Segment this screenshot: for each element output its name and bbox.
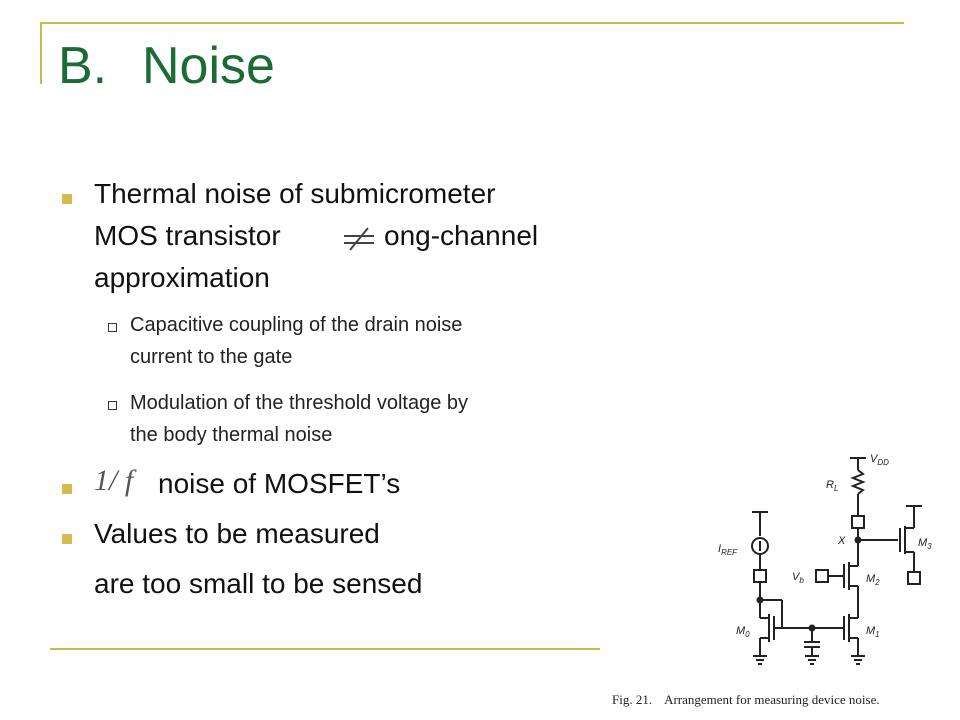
sub-bullet-text: current to the gate (130, 346, 293, 368)
m1-label: $M_1$ (866, 625, 880, 639)
bullet-text: MOS transistor (94, 220, 281, 251)
m3-label: $M_3$ (918, 537, 932, 551)
bullet-text: Thermal noise of submicrometer (94, 178, 496, 209)
figure-caption (612, 692, 880, 708)
sub-bullet-text: the body thermal noise (130, 424, 333, 446)
node-pad-x (852, 516, 864, 528)
ground-symbol (851, 656, 865, 664)
bottom-rule (50, 648, 600, 650)
figure-caption-text: Arrangement for measuring device noise. (664, 692, 880, 707)
node-pad-iref (754, 570, 766, 582)
bullet-marker (62, 484, 72, 494)
bullet-text: ong-channel (384, 220, 539, 251)
sub-bullet-text: Modulation of the threshold voltage by (130, 392, 468, 414)
m2-label: $M_2$ (866, 573, 880, 587)
rl-label: $R_L$ (826, 479, 839, 493)
ground-symbol (753, 656, 767, 664)
node-pad-vb (816, 570, 828, 582)
vb-label: $V_b$ (792, 571, 804, 585)
bullet-text: are too small to be sensed (94, 568, 423, 599)
bullet-marker (62, 534, 72, 544)
m0-label: $M_0$ (736, 625, 750, 639)
title-number: B. (58, 37, 108, 95)
bullet-text: approximation (94, 262, 270, 293)
load-resistor (853, 470, 863, 494)
junction-x (856, 538, 861, 543)
one-over-f-formula: 1/ f (94, 464, 134, 497)
frame-left-rule (40, 22, 42, 84)
not-equal-icon (342, 224, 378, 252)
slide-title (58, 36, 275, 96)
figure-number: Fig. 21. (612, 692, 653, 707)
iref-label: $I_{REF}$ (718, 543, 738, 557)
noise-measurement-circuit (700, 440, 940, 680)
bullet-text: noise of MOSFET’s (158, 468, 401, 499)
vdd-label: $V_{DD}$ (870, 453, 889, 467)
x-label: X (838, 535, 846, 547)
sub-bullet-marker (108, 401, 117, 410)
title-text: Noise (142, 37, 275, 95)
bullet-marker (62, 194, 72, 204)
frame-top-rule (40, 22, 904, 24)
sub-bullet-marker (108, 323, 117, 332)
ground-symbol (805, 656, 819, 664)
node-pad-m3 (908, 572, 920, 584)
sub-bullet-text: Capacitive coupling of the drain noise (130, 314, 463, 336)
junction-m0 (758, 598, 763, 603)
bullet-text: Values to be measured (94, 518, 380, 549)
